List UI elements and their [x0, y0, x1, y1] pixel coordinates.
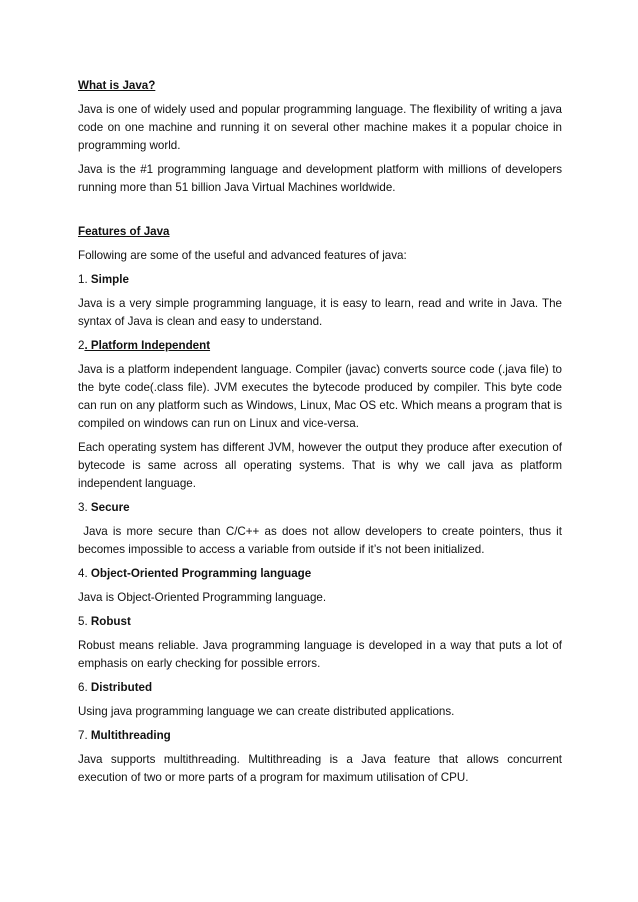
- feature-title-secure: [78, 499, 562, 517]
- feature-title-distributed: [78, 679, 562, 697]
- feature-title-simple: [78, 271, 562, 289]
- feature-name: Multithreading: [90, 729, 171, 742]
- feature-paragraph: Java is a very simple programming language, it is easy to learn, read and write in Java. The syntax of Java is clean and easy to understand.: [78, 297, 562, 328]
- feature-paragraph: Java is more secure than C/C++ as does not allow developers to create pointers, thus it becomes impossible to access a variable from outside if it’s not been initialized.: [78, 525, 566, 556]
- intro-paragraph-2: Java is the #1 programming language and development platform with millions of developers running more than 51 billion Java Virtual Machines worldwide.: [78, 163, 562, 194]
- feature-number: 4.: [78, 567, 91, 580]
- feature-number: 3.: [78, 501, 91, 514]
- feature-name: Simple: [90, 273, 129, 286]
- feature-title-robust: [78, 613, 562, 631]
- feature-number: 2: [78, 339, 85, 352]
- feature-paragraph: Robust means reliable. Java programming language is developed in a way that puts a lot of emphasis on early checking for possible errors.: [78, 639, 562, 670]
- feature-paragraph: Java supports multithreading. Multithreading is a Java feature that allows concurrent execution of two or more parts of a program for maximum utilisation of CPU.: [78, 753, 562, 784]
- features-lead-paragraph: Following are some of the useful and advanced features of java:: [78, 249, 407, 262]
- feature-paragraph: Java is a platform independent language. Compiler (javac) converts source code (.java file) to the byte code(.class file). JVM executes the bytecode produced by compiler. This byte code can run on any platform such as Windows, Linux, Mac OS etc. Which means a program that is compiled on windows can run on Linux and vice-versa.: [78, 363, 562, 430]
- feature-name: Object-Oriented Programming language: [90, 567, 312, 580]
- feature-paragraph: Java is Object-Oriented Programming language.: [78, 591, 327, 604]
- intro-paragraph-1: Java is one of widely used and popular programming language. The flexibility of writing a java code on one machine and running it on several other machine makes it a popular choice in programming world.: [78, 103, 562, 152]
- feature-paragraph: Using java programming language we can create distributed applications.: [78, 705, 455, 718]
- feature-title-platform-independent: [78, 337, 562, 355]
- feature-name: . Platform Independent: [84, 339, 211, 352]
- feature-number: 6.: [78, 681, 91, 694]
- feature-number: 5.: [78, 615, 91, 628]
- feature-number: 7.: [78, 729, 91, 742]
- feature-name: Robust: [90, 615, 131, 628]
- feature-name: Distributed: [90, 681, 153, 694]
- feature-title-multithreading: [78, 727, 562, 745]
- feature-number: 1.: [78, 273, 91, 286]
- section-spacer: [78, 203, 562, 223]
- feature-name: Secure: [90, 501, 130, 514]
- section-heading-features: Features of Java: [78, 225, 170, 238]
- feature-title-oop: [78, 565, 562, 583]
- feature-paragraph: Each operating system has different JVM, however the output they produce after execution of bytecode is same across all operating systems. That is why we call java as platform independent language.: [78, 441, 562, 490]
- document-page: [78, 77, 566, 793]
- section-heading-what-is-java: What is Java?: [78, 79, 156, 92]
